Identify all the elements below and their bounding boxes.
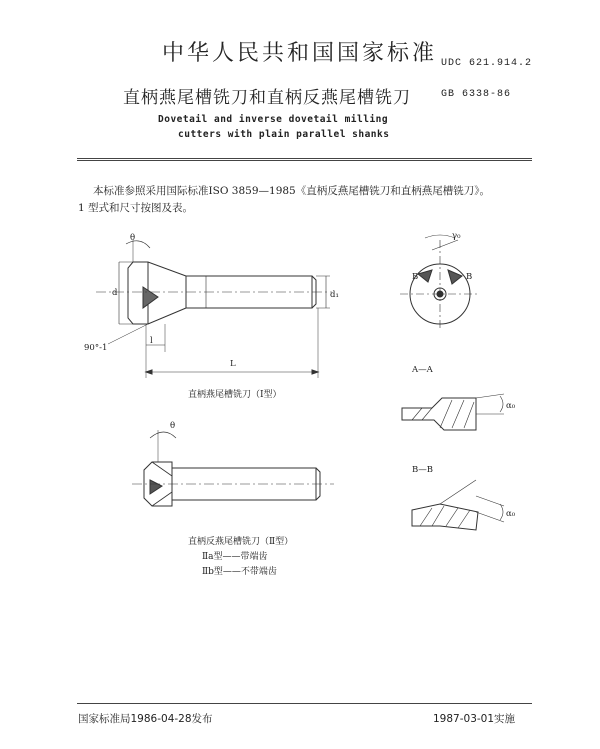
fig1-caption: 直柄燕尾槽铣刀（Ⅰ型） [188,390,282,400]
end-view-drawing [400,235,480,330]
label-B-right: B [466,272,473,282]
label-L: L [230,359,236,369]
intro-paragraph: 本标准参照采用国际标准ISO 3859—1985《直柄反燕尾槽铣刀和直柄燕尾槽铣刀》。 [93,185,490,197]
fig2-caption: 直柄反燕尾槽铣刀（Ⅱ型） [188,537,294,547]
document-title-en-line2: cutters with plain parallel shanks [178,129,390,140]
fig2a-caption: Ⅱa型——带端齿 [202,552,268,562]
section-bb-drawing [412,480,504,530]
section-1: 1 型式和尺寸按图及表。 [78,202,194,214]
label-d1: d₁ [330,290,339,300]
standard-body-title: 中华人民共和国国家标准 [162,41,438,66]
effective-date: 1987-03-01实施 [433,713,516,725]
label-B-left: B [412,272,419,282]
section-aa-drawing [402,394,504,430]
label-l: l [150,336,153,346]
document-title-cn: 直柄燕尾槽铣刀和直柄反燕尾槽铣刀 [123,88,411,108]
label-section-aa: A—A [412,365,433,375]
label-gamma: γ₀ [452,231,461,241]
footer-divider [77,703,532,704]
label-d: d [112,288,118,298]
label-section-bb: B—B [412,465,433,475]
label-theta-fig2: θ [170,421,176,431]
fig1-cutter-drawing [96,240,332,378]
gb-number: GB 6338-86 [441,89,512,100]
fig2b-caption: Ⅱb型——不带端齿 [202,567,277,577]
issue-date: 国家标准局1986-04-28发布 [78,713,213,725]
label-theta-fig1: θ [130,233,136,243]
label-alpha-bb: α₀ [506,509,516,519]
label-alpha-aa: α₀ [506,401,516,411]
udc-code: UDC 621.914.2 [441,58,533,69]
document-title-en-line1: Dovetail and inverse dovetail milling [158,114,389,125]
label-angle: 90°-1 [84,343,108,353]
fig2-cutter-drawing [132,430,334,506]
